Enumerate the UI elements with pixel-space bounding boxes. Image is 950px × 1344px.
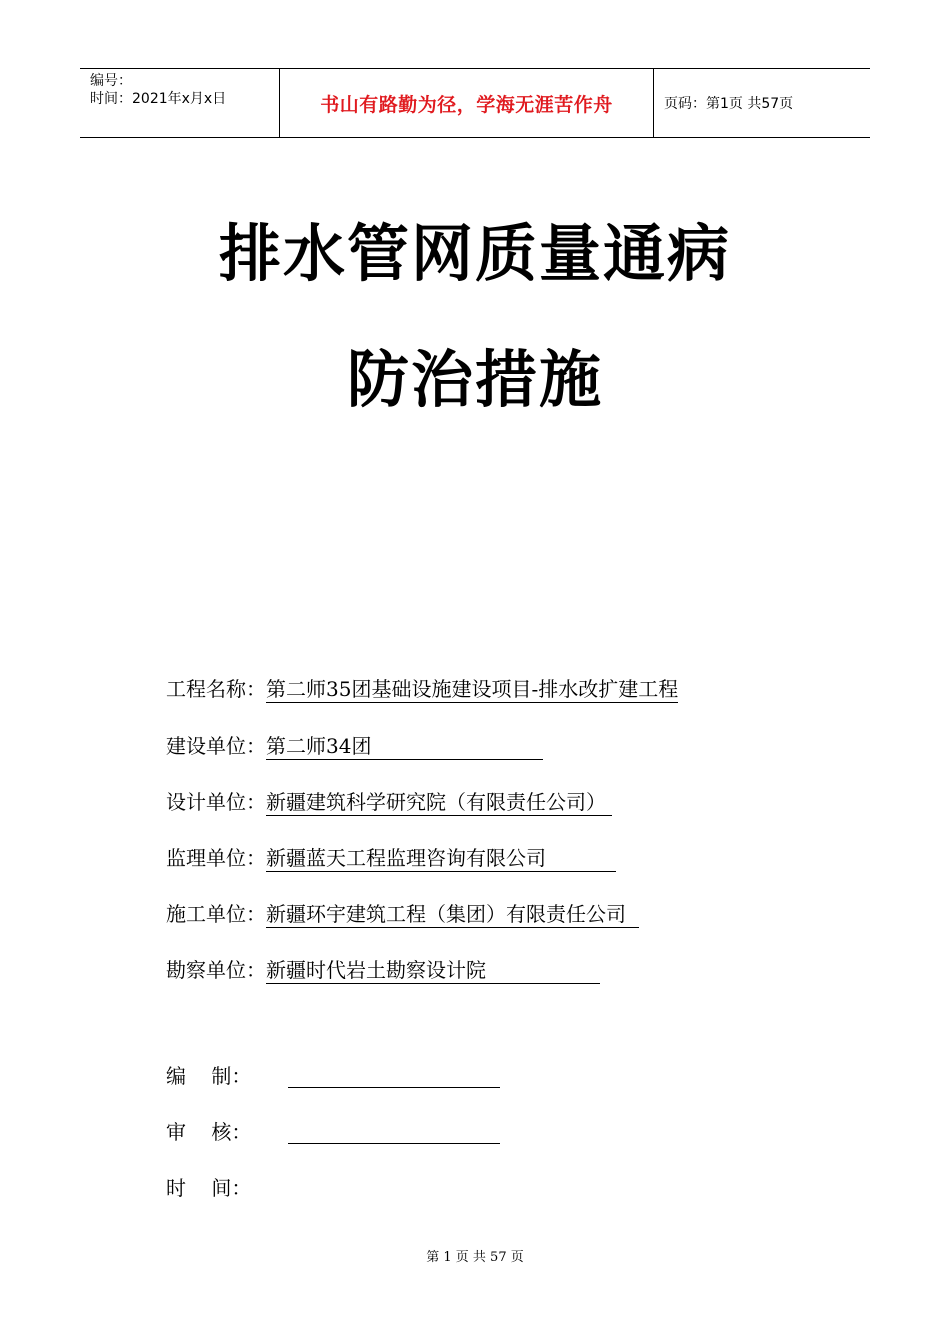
time-label: 时间：2021年x月x日: [90, 91, 227, 107]
header-meta: [80, 69, 280, 137]
sig-line[interactable]: [288, 1067, 500, 1088]
info-value: 新疆环宇建筑工程（集团）有限责任公司: [266, 902, 639, 926]
number-label: 编号：: [90, 73, 132, 89]
info-label: 监理单位：: [166, 846, 266, 870]
info-surveyor: [166, 958, 600, 984]
header-motto: 书山有路勤为径，学海无涯苦作舟: [280, 69, 654, 137]
info-label: 施工单位：: [166, 902, 266, 926]
doc-title-line2: 防治措施: [346, 343, 603, 416]
info-value: 新疆蓝天工程监理咨询有限公司: [266, 846, 616, 870]
sig-label: 编 制：: [166, 1064, 252, 1088]
page-header: [80, 68, 870, 138]
info-project-name: [166, 677, 678, 703]
info-label: 勘察单位：: [166, 958, 266, 982]
info-label: 设计单位：: [166, 790, 266, 814]
sig-reviewer: [166, 1120, 500, 1144]
info-value: 新疆建筑科学研究院（有限责任公司）: [266, 790, 613, 814]
sig-label: 审 核：: [166, 1120, 252, 1144]
sig-time: [166, 1176, 278, 1200]
page-footer: 第 1 页 共 57 页: [426, 1250, 524, 1265]
header-page-info: 页码：第1页 共57页: [664, 96, 794, 112]
sig-label: 时 间：: [166, 1176, 252, 1200]
info-designer: [166, 790, 612, 816]
info-value: 第二师34团: [266, 734, 544, 758]
info-value: 新疆时代岩土勘察设计院: [266, 958, 601, 982]
doc-title-line1: 排水管网质量通病: [218, 217, 731, 290]
info-label: 建设单位：: [166, 734, 266, 758]
info-builder: [166, 734, 543, 760]
info-contractor: [166, 902, 639, 928]
sig-line[interactable]: [288, 1123, 500, 1144]
info-supervisor: [166, 846, 616, 872]
info-value: 第二师35团基础设施建设项目-排水改扩建工程: [266, 677, 679, 701]
info-label: 工程名称：: [166, 677, 266, 701]
sig-compiler: [166, 1064, 500, 1088]
